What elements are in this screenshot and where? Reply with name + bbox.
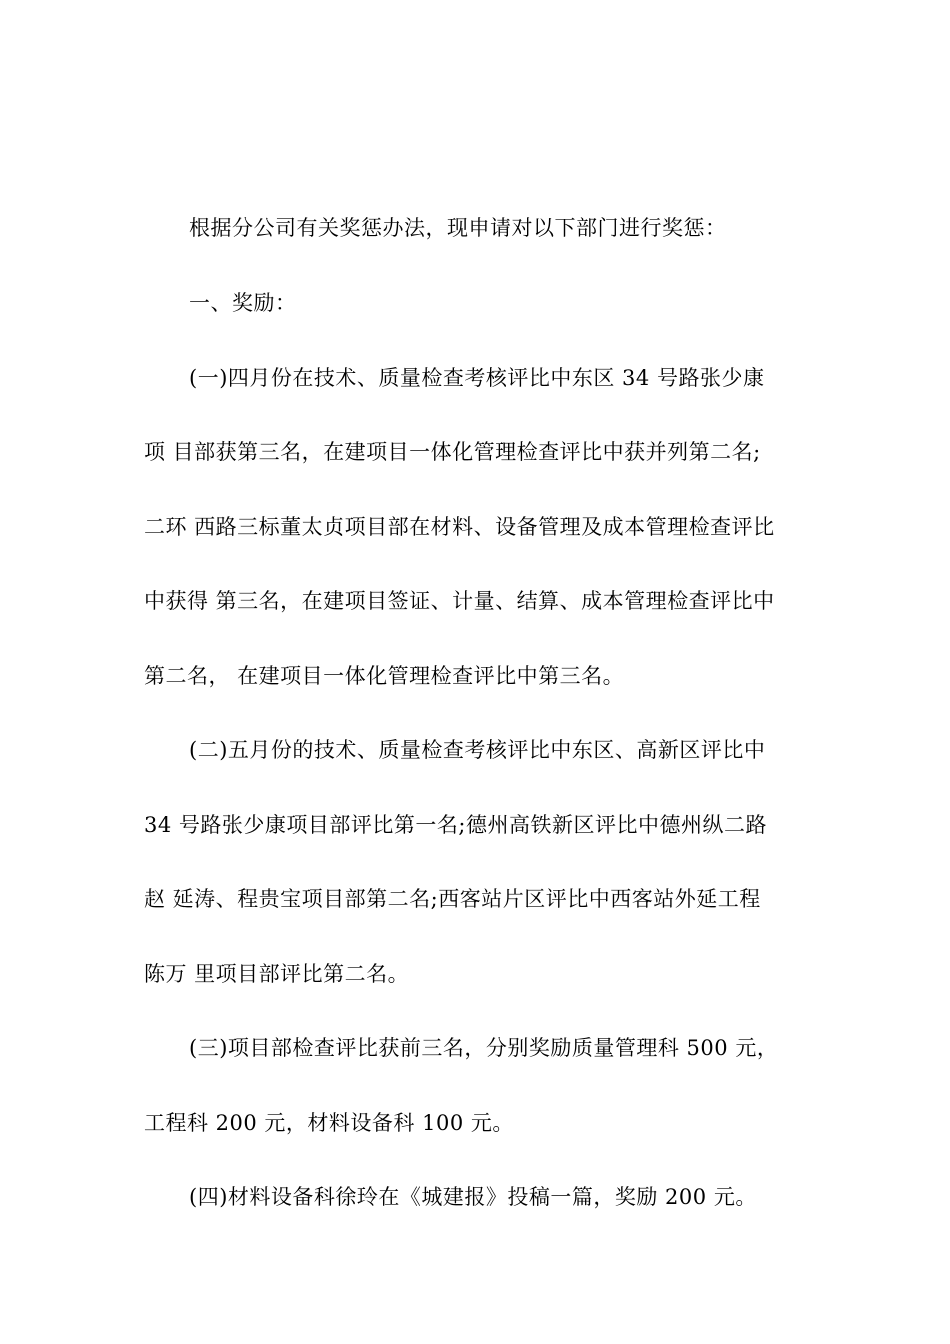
paragraph-line: 34 号路张少康项目部评比第一名;德州高铁新区评比中德州纵二路 [144, 813, 767, 837]
paragraph-line: 项 目部获第三名，在建项目一体化管理检查评比中获并列第二名; [144, 440, 761, 464]
paragraph-line: 第二名， 在建项目一体化管理检查评比中第三名。 [144, 664, 625, 688]
paragraph-line: (四)材料设备科徐玲在《城建报》投稿一篇，奖励 200 元。 [189, 1185, 757, 1209]
paragraph-line: 二环 西路三标董太贞项目部在材料、设备管理及成本管理检查评比 [144, 515, 775, 539]
paragraph-line: (一)四月份在技术、质量检查考核评比中东区 34 号路张少康 [189, 366, 765, 390]
paragraph-line: (三)项目部检查评比获前三名，分别奖励质量管理科 500 元， [189, 1036, 779, 1060]
paragraph-line: 陈万 里项目部评比第二名。 [144, 962, 410, 986]
section-heading-rewards: 一、奖励： [189, 291, 297, 315]
paragraph-line: 中获得 第三名，在建项目签证、计量、结算、成本管理检查评比中 [144, 589, 775, 613]
paragraph-line: 赵 延涛、程贵宝项目部第二名;西客站片区评比中西客站外延工程 [144, 887, 761, 911]
paragraph-line: 工程科 200 元，材料设备科 100 元。 [144, 1111, 514, 1135]
paragraph-line: (二)五月份的技术、质量检查考核评比中东区、高新区评比中 [189, 738, 766, 762]
paragraph-intro: 根据分公司有关奖惩办法，现申请对以下部门进行奖惩： [189, 216, 727, 240]
